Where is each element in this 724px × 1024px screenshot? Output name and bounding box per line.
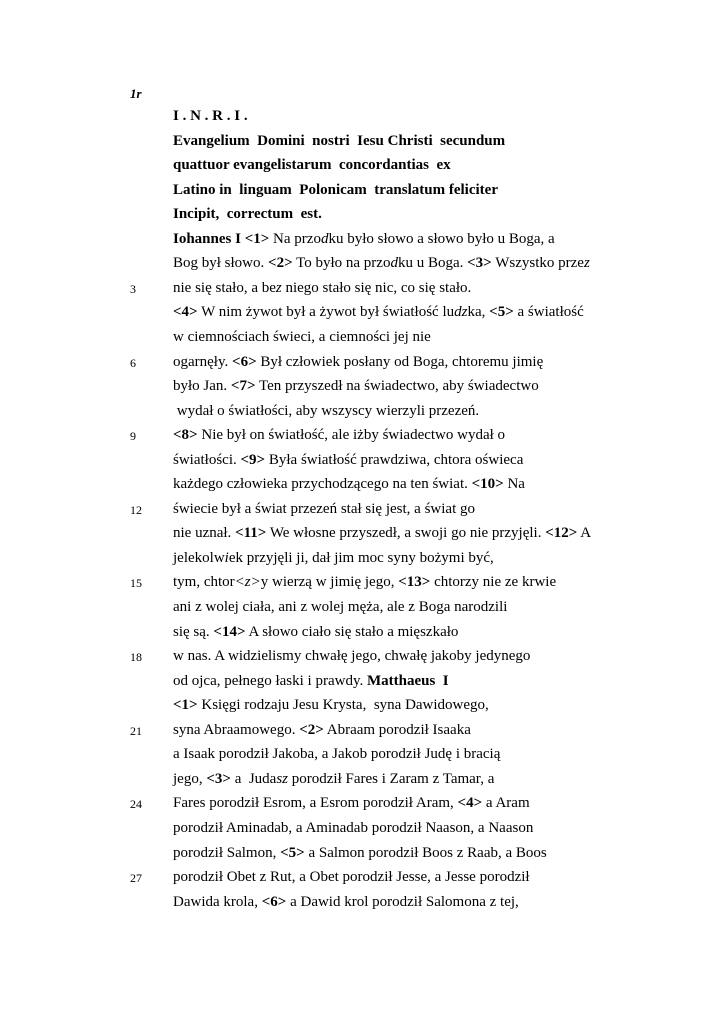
text-line — [173, 794, 530, 812]
text-line — [173, 549, 494, 567]
text-run: syna Abraamowego. — [173, 721, 300, 738]
editorial-emphasis: <z> — [234, 574, 261, 591]
text-line — [173, 500, 475, 518]
text-line — [173, 230, 555, 248]
text-run: było Jan. — [173, 378, 231, 395]
text-line — [173, 475, 525, 493]
folio-number: 1r — [130, 86, 142, 101]
text-run: jelekolw — [173, 549, 225, 566]
text-line — [173, 623, 458, 641]
text-line — [173, 303, 584, 321]
text-run: ku było słowo a słowo było u Boga, a — [328, 230, 555, 247]
line-number: 6 — [130, 355, 136, 370]
verse-marker: <14> — [213, 623, 246, 640]
verse-marker: <9> — [240, 451, 266, 468]
verse-marker: <2> — [299, 721, 324, 738]
text-line — [173, 770, 494, 788]
verse-marker: Matthaeus I — [366, 672, 449, 689]
text-run: Była światłość prawdziwa, chtora oświeca — [265, 451, 524, 468]
editorial-emphasis: dz — [454, 304, 468, 321]
text-run: niego stało się nic, co się stało. — [281, 279, 472, 296]
line-number: 3 — [130, 281, 136, 296]
text-run: ani z wolej ciała, ani z wolej męża, ale z Boga narodzili — [173, 599, 508, 615]
verse-marker: <1> — [173, 697, 198, 714]
text-run: jego, — [173, 770, 207, 787]
text-line — [173, 598, 507, 616]
text-run: ek przyjęli ji, dał jim moc syny bożymi być, — [228, 549, 494, 566]
editorial-emphasis: d — [320, 230, 329, 247]
text-line — [173, 672, 449, 690]
line-number: 27 — [130, 871, 142, 886]
text-run: a Dawid krol porodził Salomona z tej, — [286, 893, 519, 910]
heading-line: Latino in linguam Polonicam translatum feliciter — [173, 181, 498, 198]
text-run: Ten przyszedł na świadectwo, aby świadectwo — [255, 378, 539, 395]
line-number: 18 — [130, 650, 142, 665]
text-line — [173, 868, 530, 886]
text-line — [173, 647, 530, 665]
text-run: Na — [503, 476, 525, 493]
text-run: Abraam porodził Isaaka — [323, 721, 471, 738]
verse-marker: <6> — [232, 353, 257, 370]
text-run: wydał o światłości, aby wszyscy wierzyli przezeń. — [173, 402, 480, 419]
text-run: Był człowiek posłany od Boga, chtoremu jimię — [256, 353, 544, 370]
text-run: każdego człowieka przychodzącego na ten świat. — [173, 476, 472, 493]
text-line — [173, 353, 543, 371]
text-run: nie się stało, a be — [173, 279, 276, 296]
text-line — [173, 402, 479, 420]
text-run: porodził Salmon, — [173, 844, 281, 861]
text-run: ku u Boga. — [397, 255, 468, 272]
heading-line: I . N . R . I . — [173, 108, 248, 124]
text-line — [173, 451, 523, 469]
editorial-emphasis: d — [390, 255, 398, 272]
text-run: A — [577, 525, 592, 542]
text-run: a Aram — [482, 795, 530, 812]
text-run: chtorzy nie ze krwie — [430, 574, 557, 591]
text-run: Dawida krola, — [173, 893, 262, 910]
line-number: 9 — [130, 429, 136, 444]
verse-marker: <10> — [471, 476, 504, 493]
text-run: To było na przo — [292, 255, 391, 272]
text-line — [173, 426, 505, 444]
verse-marker: <5> — [280, 844, 305, 861]
heading-line: Evangelium Domini nostri Iesu Christi secundum — [173, 132, 506, 149]
verse-marker: <8> — [173, 427, 198, 444]
text-run: A słowo ciało się stało a mięszkało — [245, 623, 459, 640]
text-line — [173, 377, 539, 395]
line-number: 24 — [130, 797, 142, 812]
text-run: porodził Fares i Zaram z Tamar, a — [288, 770, 495, 787]
text-line — [173, 819, 533, 837]
text-run: Wszystko prze — [491, 255, 584, 272]
editorial-emphasis: sz — [276, 770, 289, 787]
text-run: a światłość — [513, 304, 584, 321]
text-line — [173, 573, 556, 591]
heading-line: Incipit, correctum est. — [173, 206, 322, 223]
text-run: tym, chtor — [173, 574, 235, 591]
text-line — [173, 721, 471, 739]
text-run: się są. — [173, 623, 214, 640]
verse-marker: <2> — [268, 255, 293, 272]
text-run: y wierzą w jimię jego, — [260, 574, 399, 591]
text-line — [173, 524, 591, 542]
text-line — [173, 696, 489, 714]
text-run: porodził Aminadab, a Aminadab porodził Naason, a Naason — [173, 819, 534, 836]
text-line — [173, 254, 590, 272]
text-run: W nim żywot był a żywot był światłość lu — [197, 304, 455, 321]
verse-marker: <3> — [206, 770, 231, 787]
editorial-emphasis: i — [224, 549, 229, 566]
verse-marker: <6> — [261, 893, 287, 910]
text-line — [173, 279, 471, 297]
text-run: a Salmon porodził Boos z Raab, a Boos — [304, 844, 547, 861]
verse-marker: <3> — [467, 255, 492, 272]
verse-marker: Iohannes I <1> — [173, 230, 270, 247]
text-run: w nas. A widzielismy chwałę jego, chwałę jakoby jedynego — [173, 648, 531, 665]
line-number: 15 — [130, 576, 142, 591]
text-run: ogarnęły. — [173, 353, 233, 370]
text-run: porodził Obet z Rut, a Obet porodził Jesse, a Jesse porodził — [173, 869, 530, 886]
editorial-emphasis: z — [275, 279, 282, 296]
heading-line: quattuor evangelistarum concordantias ex — [173, 157, 451, 174]
text-run: Na przo — [269, 230, 321, 247]
text-line — [173, 893, 519, 911]
text-line — [173, 844, 547, 862]
text-line — [173, 745, 500, 763]
verse-marker: <4> — [457, 795, 483, 812]
verse-marker: <5> — [489, 304, 514, 321]
text-run: od ojca, pełnego łaski i prawdy. — [173, 672, 367, 689]
text-line — [173, 328, 431, 346]
text-run: Nie był on światłość, ale iżby świadectwo wydał o — [197, 427, 506, 444]
text-run: Księgi rodzaju Jesu Krysta, syna Dawidowego, — [197, 697, 489, 714]
verse-marker: <12> — [545, 525, 578, 542]
text-run: We włosne przyszedł, a swoji go nie przyjęli. — [266, 525, 546, 542]
verse-marker: <13> — [398, 574, 431, 591]
text-run: a Juda — [230, 770, 277, 787]
editorial-emphasis: z — [583, 255, 590, 272]
line-number: 12 — [130, 502, 142, 517]
line-number: 21 — [130, 723, 142, 738]
text-run: świecie był a świat przezeń stał się jest, a świat go — [173, 500, 475, 517]
text-run: ka, — [467, 304, 490, 321]
text-run: nie uznał. — [173, 525, 236, 542]
text-run: w ciemnościach świeci, a ciemności jej nie — [173, 328, 431, 345]
text-run: Bog był słowo. — [173, 255, 269, 272]
verse-marker: <4> — [173, 304, 198, 321]
text-run: Fares porodził Esrom, a Esrom porodził Aram, — [173, 795, 458, 812]
verse-marker: <7> — [230, 378, 256, 395]
text-run: a Isaak porodził Jakoba, a Jakob porodził Judę i bracią — [173, 746, 501, 763]
text-run: światłości. — [173, 451, 241, 468]
verse-marker: <11> — [235, 525, 267, 542]
